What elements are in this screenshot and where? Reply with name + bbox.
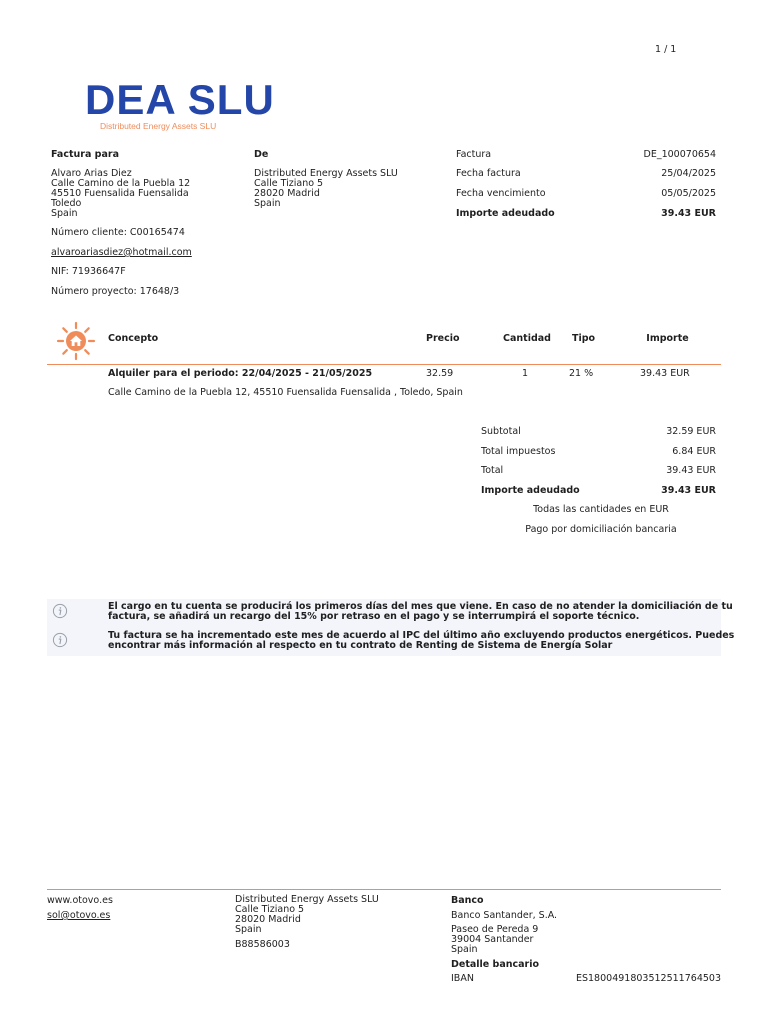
- bank-name: Banco Santander, S.A.: [451, 910, 558, 921]
- row-address: Calle Camino de la Puebla 12, 45510 Fuensalida Fuensalida , Toledo, Spain: [108, 387, 463, 398]
- table-header-divider: [47, 364, 721, 365]
- bill-to-line: 45510 Fuensalida Fuensalida: [51, 188, 189, 199]
- bill-to-line: Spain: [51, 208, 78, 219]
- invoice-date-label: Fecha factura: [456, 168, 521, 179]
- sun-house-icon: [56, 321, 96, 361]
- bill-to-line: Calle Camino de la Puebla 12: [51, 178, 191, 189]
- notice-line: Tu factura se ha incrementado este mes de acuerdo al IPC del último año excluyendo productos energéticos. Puedes: [108, 630, 735, 641]
- row-amount: 39.43 EUR: [640, 368, 690, 379]
- bank-address-line: Spain: [451, 944, 478, 955]
- amount-due-label: Importe adeudado: [456, 208, 555, 219]
- iban-value: ES1800491803512511764503: [575, 973, 721, 984]
- footer-company-line: 28020 Madrid: [235, 914, 301, 925]
- client-email-link[interactable]: alvaroariasdiez@hotmail.com: [51, 247, 192, 258]
- from-line: Calle Tiziano 5: [254, 178, 324, 189]
- footer-divider: [47, 889, 721, 890]
- bank-detail-heading: Detalle bancario: [451, 959, 540, 970]
- company-logo: DEA SLU: [85, 76, 275, 123]
- col-header-concept: Concepto: [108, 333, 159, 344]
- footer-company-line: Distributed Energy Assets SLU: [235, 894, 379, 905]
- due-date-label: Fecha vencimiento: [456, 188, 546, 199]
- invoice-number: DE_100070654: [643, 149, 716, 160]
- total-value: 39.43 EUR: [666, 465, 716, 476]
- iban-label: IBAN: [451, 973, 474, 984]
- bill-to-line: Toledo: [51, 198, 82, 209]
- total-due-label: Importe adeudado: [481, 485, 580, 496]
- bank-heading: Banco: [451, 895, 484, 906]
- due-date: 05/05/2025: [661, 188, 716, 199]
- client-nif: NIF: 71936647F: [51, 266, 126, 277]
- row-quantity: 1: [521, 368, 529, 379]
- invoice-label: Factura: [456, 149, 492, 160]
- bill-to-address: [51, 169, 190, 219]
- total-due-value: 39.43 EUR: [661, 485, 716, 496]
- bill-to-heading: Factura para: [51, 149, 119, 160]
- row-price: 32.59: [426, 368, 454, 379]
- client-number: Número cliente: C00165474: [51, 227, 185, 238]
- notice-line: El cargo en tu cuenta se producirá los primeros días del mes que viene. En caso de no atender la domiciliación de tu: [108, 601, 733, 612]
- total-label: Total: [481, 465, 504, 476]
- notice-line: factura, se añadirá un recargo del 15% por retraso en el pago y se interrumpirá el soporte técnico.: [108, 611, 640, 622]
- col-header-price: Precio: [426, 333, 460, 344]
- row-type: 21 %: [569, 368, 594, 379]
- footer-email-link[interactable]: sol@otovo.es: [47, 910, 111, 921]
- footer-company-line: Calle Tiziano 5: [235, 904, 305, 915]
- currency-note: Todas las cantidades en EUR: [533, 504, 669, 515]
- footer-tax-id: B88586003: [235, 939, 290, 950]
- page-number: 1 / 1: [655, 44, 677, 55]
- info-icon: [52, 603, 68, 619]
- col-header-amount: Importe: [646, 333, 689, 344]
- tax-value: 6.84 EUR: [672, 446, 716, 457]
- row-concept: Alquiler para el periodo: 22/04/2025 - 21/05/2025: [108, 368, 373, 379]
- from-line: 28020 Madrid: [254, 188, 320, 199]
- notice-text: [108, 631, 734, 651]
- footer-company-line: Spain: [235, 924, 262, 935]
- bank-address: [451, 925, 538, 955]
- project-number: Número proyecto: 17648/3: [51, 286, 180, 297]
- bill-to-line: Alvaro Arias Diez: [51, 168, 132, 179]
- from-address: [254, 169, 398, 209]
- notice-text: [108, 602, 733, 622]
- notice-line: encontrar más información al respecto en tu contrato de Renting de Sistema de Energía Solar: [108, 640, 613, 651]
- invoice-date: 25/04/2025: [661, 168, 716, 179]
- footer-company-address: [235, 895, 379, 935]
- col-header-quantity: Cantidad: [503, 333, 551, 344]
- amount-due-value: 39.43 EUR: [661, 208, 716, 219]
- subtotal-label: Subtotal: [481, 426, 521, 437]
- subtotal-value: 32.59 EUR: [666, 426, 716, 437]
- from-line: Spain: [254, 198, 281, 209]
- col-header-type: Tipo: [572, 333, 596, 344]
- payment-note: Pago por domiciliación bancaria: [525, 524, 677, 535]
- from-line: Distributed Energy Assets SLU: [254, 168, 398, 179]
- tax-label: Total impuestos: [481, 446, 556, 457]
- info-icon: [52, 632, 68, 648]
- bank-address-line: Paseo de Pereda 9: [451, 924, 539, 935]
- footer-website-link[interactable]: www.otovo.es: [47, 895, 113, 906]
- company-tagline: Distributed Energy Assets SLU: [100, 121, 217, 131]
- bank-address-line: 39004 Santander: [451, 934, 534, 945]
- from-heading: De: [254, 149, 269, 160]
